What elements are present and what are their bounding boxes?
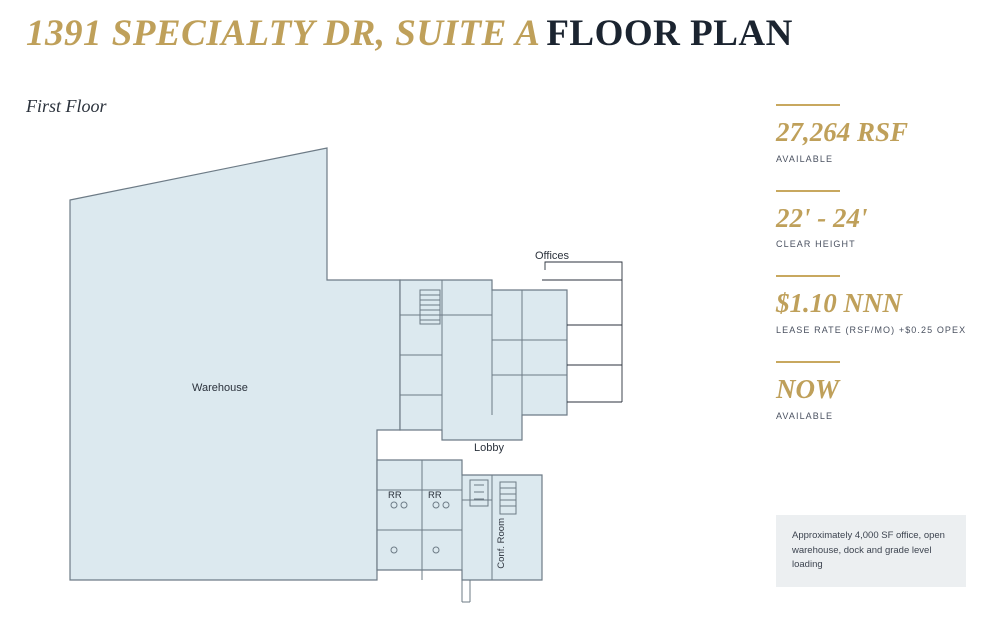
header-address: 1391 SPECIALTY DR, SUITE A (26, 13, 541, 54)
stat-lease-rate (776, 275, 986, 335)
property-note (776, 515, 966, 587)
stat-available-rsf (776, 104, 986, 164)
stat-value: $1.10 NNN (776, 288, 902, 319)
plan-label-conf-room: Conf. Room (496, 518, 507, 569)
plan-label-warehouse: Warehouse (192, 382, 248, 394)
lobby-block-shape (377, 460, 542, 580)
stat-caption: LEASE RATE (RSF/MO) +$0.25 OPEX (776, 325, 967, 336)
stat-rule (776, 275, 840, 277)
page-header (26, 12, 793, 55)
page-title: FLOOR PLAN (546, 13, 793, 54)
property-note-text: Approximately 4,000 SF office, open warehouse, dock and grade level loading (792, 530, 945, 571)
stat-value: 27,264 RSF (776, 117, 909, 147)
floor-plan-diagram (22, 130, 722, 620)
stat-rule (776, 190, 840, 192)
warehouse-shape (70, 148, 400, 580)
stats-rail (776, 104, 986, 447)
plan-label-offices: Offices (535, 250, 570, 262)
stat-clear-height (776, 190, 986, 250)
stat-rule (776, 104, 840, 106)
office-block-shape (400, 280, 567, 440)
plan-label-lobby: Lobby (474, 442, 504, 454)
stat-rule (776, 361, 840, 363)
floor-label: First Floor (26, 96, 107, 116)
stat-caption: CLEAR HEIGHT (776, 239, 856, 250)
plan-label-restroom-right: RR (428, 490, 442, 501)
stat-value: 22' - 24' (776, 202, 868, 233)
stat-availability-date (776, 361, 986, 421)
plan-label-restroom-left: RR (388, 490, 402, 501)
stat-caption: AVAILABLE (776, 410, 834, 421)
stat-caption: AVAILABLE (776, 153, 834, 164)
stat-value: NOW (776, 374, 840, 405)
